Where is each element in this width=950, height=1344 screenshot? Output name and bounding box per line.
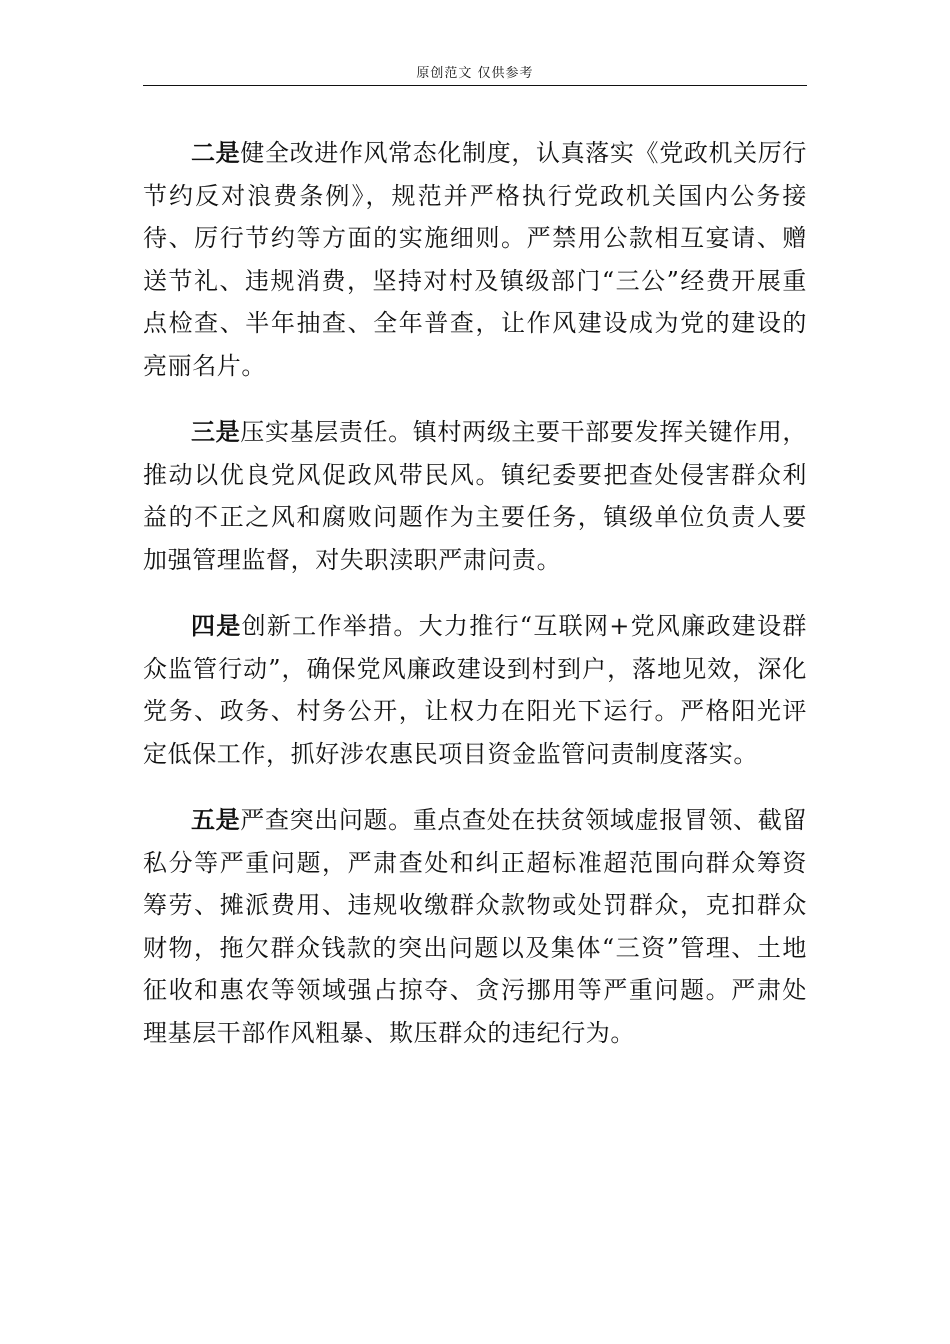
page-header: [143, 62, 807, 86]
paragraph-lead: 三是: [191, 417, 241, 446]
paragraph-text: 创新工作举措。大力推行“互联网+党风廉政建设群众监管行动”，确保党风廉政建设到村到户，落地见效，深化党务、政务、村务公开，让权力在阳光下运行。严格阳光评定低保工作，抓好涉农惠民项目资金监管问责制度落实。: [143, 612, 807, 768]
paragraph-text: 严查突出问题。重点查处在扶贫领域虚报冒领、截留私分等严重问题，严肃查处和纠正超标准超范围向群众筹资筹劳、摊派费用、违规收缴群众款物或处罚群众，克扣群众财物，拖欠群众钱款的突出问题以及集体“三资”管理、土地征收和惠农等领域强占掠夺、贪污挪用等严重问题。严肃处理基层干部作风粗暴、欺压群众的违纪行为。: [143, 806, 807, 1047]
paragraph-2: [143, 132, 807, 387]
paragraph-text: 健全改进作风常态化制度，认真落实《党政机关厉行节约反对浪费条例》，规范并严格执行党政机关国内公务接待、厉行节约等方面的实施细则。严禁用公款相互宴请、赠送节礼、违规消费，坚持对村及镇级部门“三公”经费开展重点检查、半年抽查、全年普查，让作风建设成为党的建设的亮丽名片。: [143, 139, 807, 380]
paragraph-3: [143, 411, 807, 581]
paragraph-4: [143, 605, 807, 775]
paragraph-5: [143, 799, 807, 1054]
header-text: 原创范文 仅供参考: [416, 66, 534, 81]
paragraph-lead: 二是: [191, 138, 241, 167]
paragraph-text: 压实基层责任。镇村两级主要干部要发挥关键作用，推动以优良党风促政风带民风。镇纪委要把查处侵害群众利益的不正之风和腐败问题作为主要任务，镇级单位负责人要加强管理监督，对失职渎职严肃问责。: [143, 418, 807, 574]
paragraph-lead: 五是: [191, 805, 241, 834]
document-body: [143, 132, 807, 1078]
paragraph-lead: 四是: [191, 611, 242, 640]
